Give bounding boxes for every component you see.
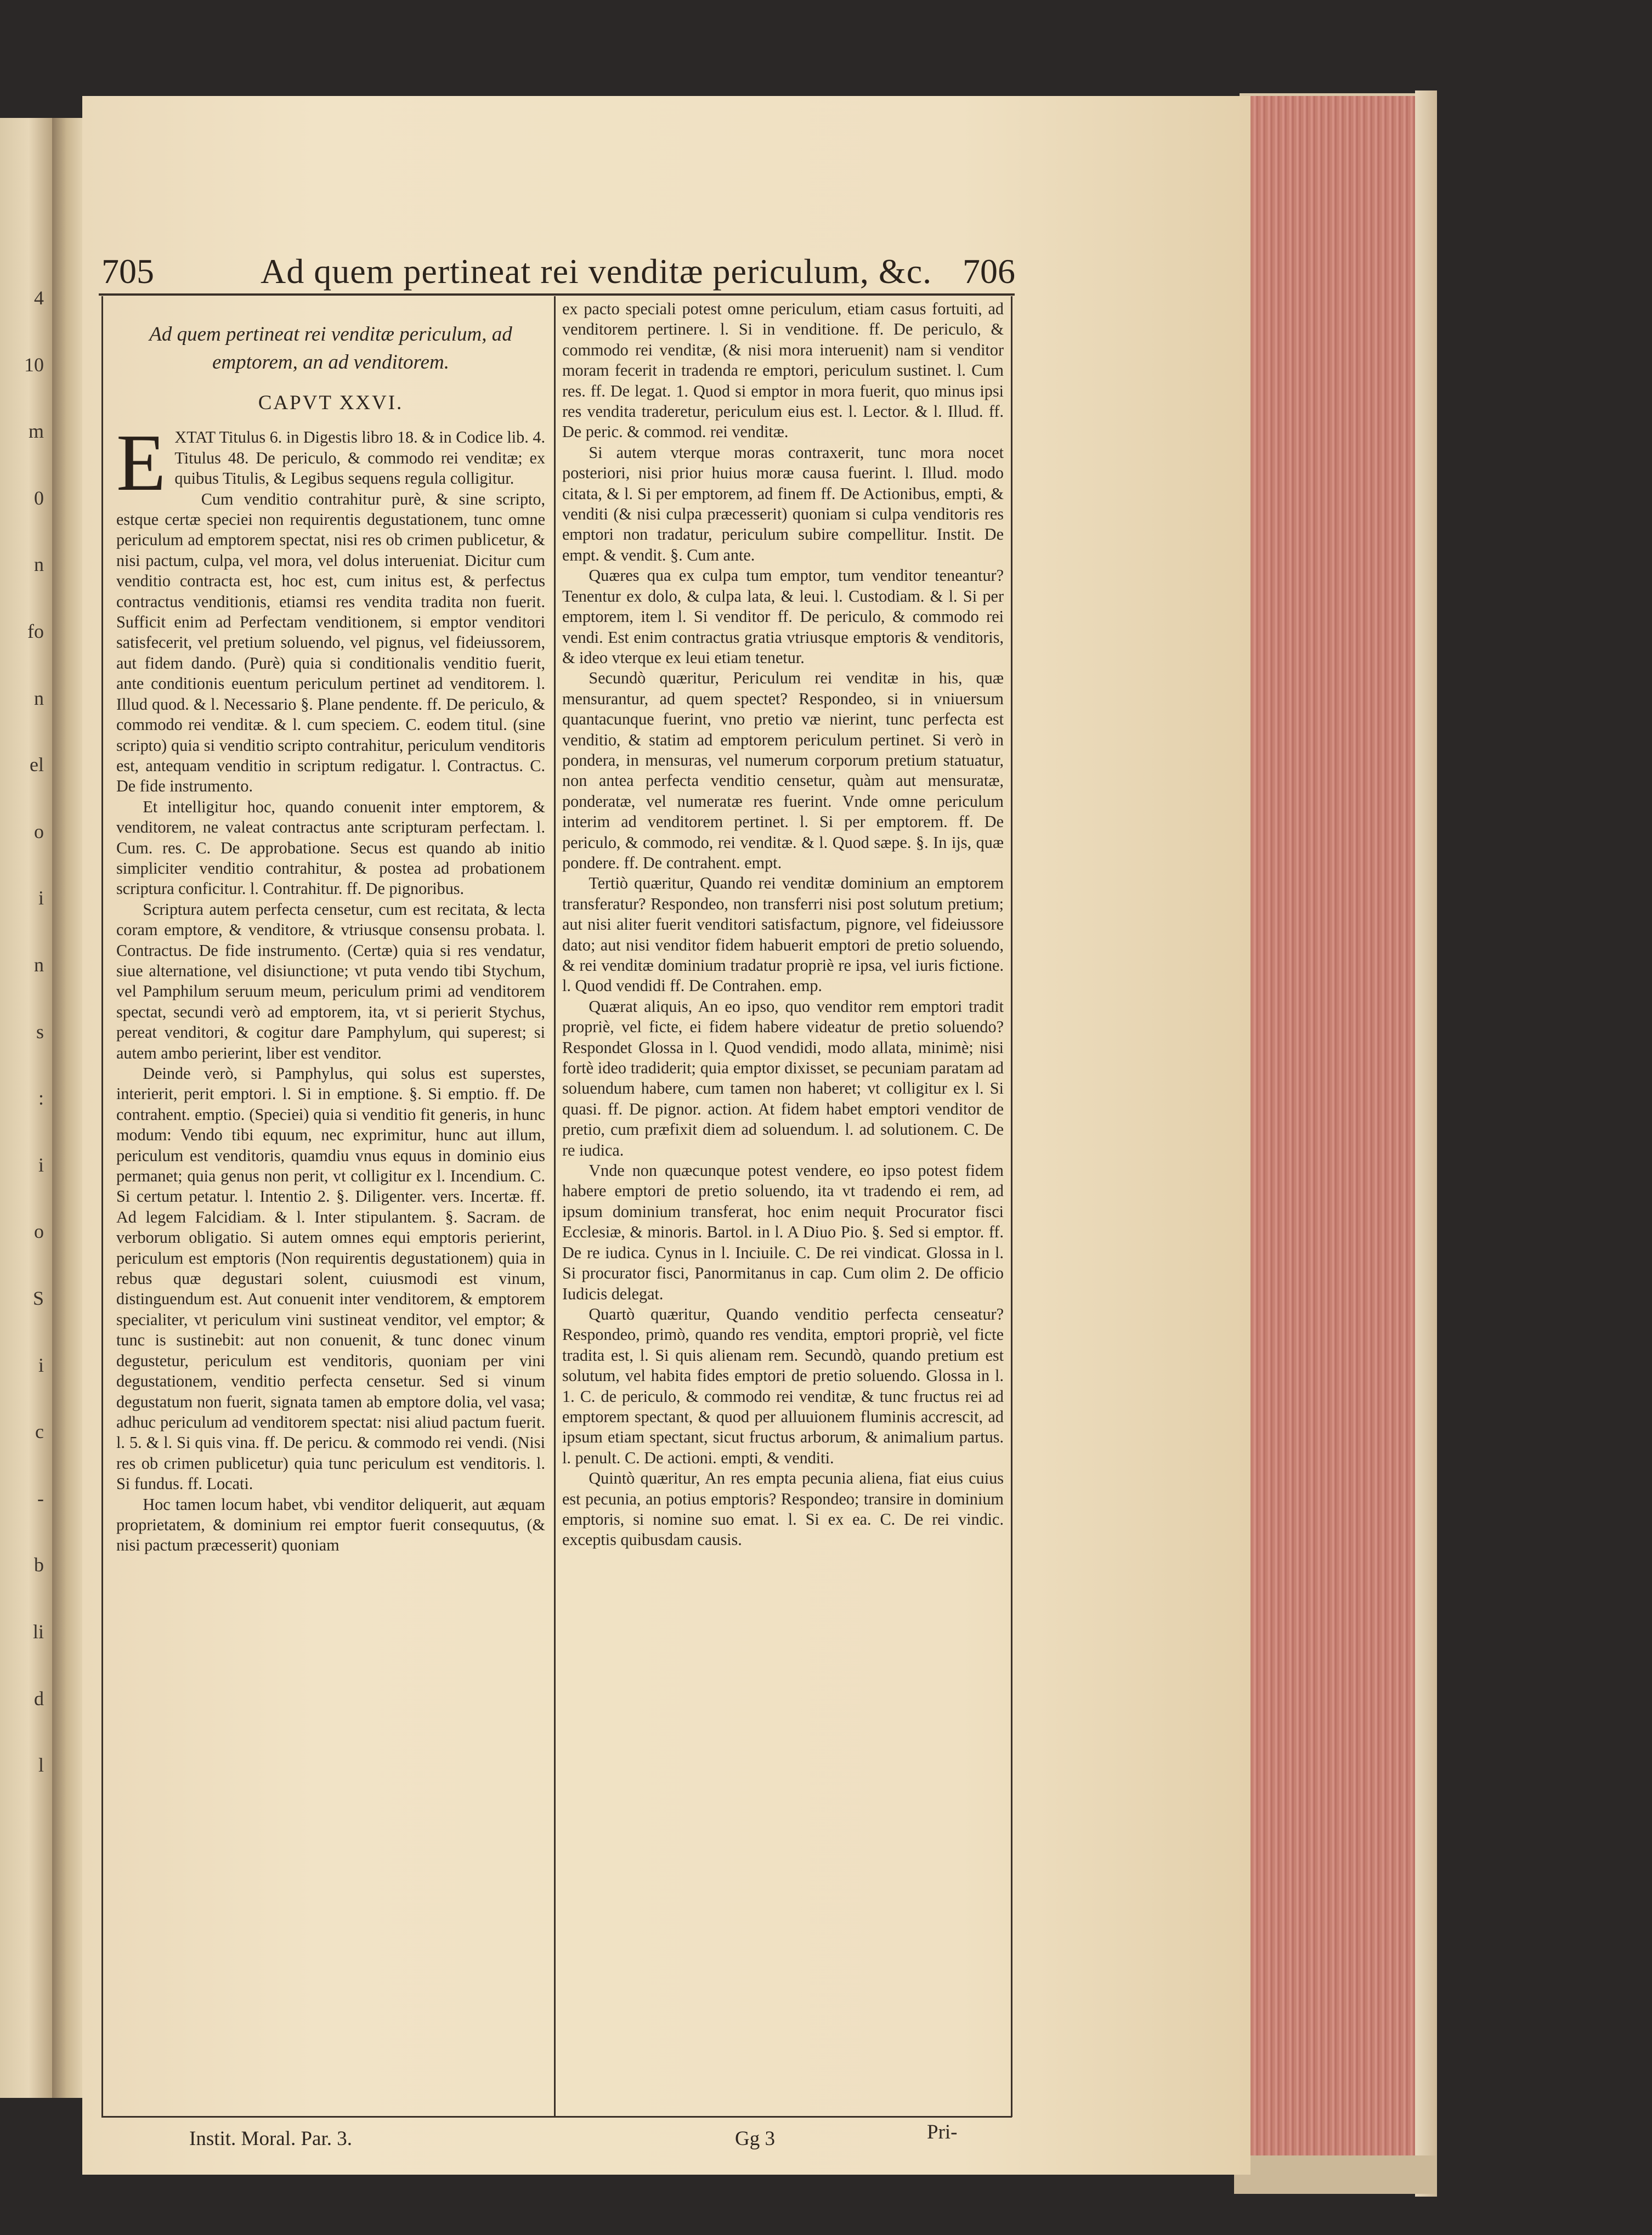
- right-text-column: [562, 299, 1004, 2114]
- facing-page-fragment: -: [37, 1487, 44, 1509]
- paragraph: Si autem vterque moras contraxerit, tunc mora nocet posteriori, nisi prior huius moræ causa fuerint. l. Illud. modo citata, & l. Si per emptorem, ad finem ff. De Actionibus, empti, & venditi (& nisi culpa præcesserit) quoniam si culpa venditoris res emptori non tradatur, periculum subire compellitur. Instit. De empt. & vendit. §. Cum ante.: [562, 443, 1004, 564]
- page-number-right: 706: [963, 252, 1015, 291]
- paragraph: ex pacto speciali potest omne periculum, etiam casus fortuiti, ad venditorem pertinere. l. Si in venditione. ff. De periculo, & commodo rei venditæ, (& nisi mora interuenit) nam si venditor moram fecerit in tradenda re emptori, periculum sustinet. l. Cum res. ff. De legat. 1. Quod si emptor in mora fuerit, quo minus ipsi res vendita traderetur, periculum eius est. l. Lector. & l. Illud. ff. De peric. & commod. rei venditæ.: [562, 299, 1004, 442]
- facing-page-fragment: b: [34, 1554, 44, 1576]
- facing-page-fragment: li: [32, 1621, 44, 1643]
- footer-title: Instit. Moral. Par. 3.: [189, 2128, 353, 2150]
- paragraph: Quærat aliquis, An eo ipso, quo venditor rem emptori tradit propriè, vel ficte, ei fidem habere videatur de pretio soluendo? Respondet Glossa in l. Quod vendidi, modo allata, minimè; nisi fortè ideo tradiderit; quia emptor dixisset, se pecuniam paratam ad soluendum habere, cum tamen non haberet; vt colligitur ex l. Si quasi. ff. De pignor. action. At fidem habet emptori venditor de pretio, cum præfixit diem ad soluendum. l. ad solutionem. C. De re iudica.: [562, 997, 1004, 1159]
- frame-left-rule: [101, 296, 103, 2117]
- facing-page-fragment: S: [32, 1287, 44, 1309]
- paragraph: Deinde verò, si Pamphylus, qui solus est superstes, interierit, perit emptori. l. Si in emptione. §. Si emptio. ff. De contrahent. emptio. (Speciei) quia si venditio fit generis, in hunc modum: Vendo tibi equum, nec exprimitur, hunc aut illum, periculum est venditoris, quamdiu vnus equus in dominio eius permanet; quia genus non perit, vt colligitur ex l. Incendium. C. Si certum petatur. l. Intentio 2. §. Diligenter. vers. Incertæ. ff. Ad legem Falcidiam. & l. Inter stipulantem. §. Sacram. de verborum obligatio. Si autem omnes equi emptoris perierint, periculum est emptoris (Non requirentis degustationem) quia in rebus quæ degustari solent, cuiusmodi est vinum, distinguendum est. Aut conuenit inter venditorem, & emptorem specialiter, vt periculum vini sustineat venditor, vel emptor; & tunc is sustinebit: aut non conuenit, & tunc donec vinum degustetur, periculum est venditoris, quoniam per vini degustationem, venditio perfecta censetur. Sed si vinum degustatum non fuerit, signata tamen ab emptore dolia, vel vasa; adhuc periculum ad venditorem spectat: nisi aliud pactum fuerit. l. 5. & l. Si quis vina. ff. De pericu. & commodo rei vendi. (Nisi res ob crimen publicetur) quia tunc periculum est venditoris. l. Si fundus. ff. Locati.: [116, 1064, 545, 1493]
- facing-page-fragment: n: [34, 687, 44, 709]
- paragraph: Scriptura autem perfecta censetur, cum est recitata, & lecta coram emptore, & venditore, & vtriusque consensu probata. l. Contractus. De fide instrumento. (Certæ) quia si res vendatur, siue alternatione, vel disiunctione; vt puta vendo tibi Stychum, vel Pamphilum seruum meum, periculum primi ad venditorem spectat, secundi verò ad emptorem, ita, vt si perierit Stychus, pereat venditori, & cogitur dare Pamphylum, qui superest; si autem ambo perierint, liber est venditor.: [116, 899, 545, 1062]
- chapter-title: Ad quem pertineat rei venditæ periculum, ad emptorem, an ad venditorem.: [149, 323, 512, 374]
- paragraph: Quæres qua ex culpa tum emptor, tum venditor teneantur? Tenentur ex dolo, & culpa lata, & leui. l. Custodiam. & l. Si per emptorem, item l. Si venditor ff. De periculo, & commodo rei vendi. Est enim contractus gratia vtriusque emptoris & venditoris, & ideo vterque ex leui etiam tenetur.: [562, 566, 1004, 667]
- footer-rule: [101, 2116, 1012, 2118]
- facing-page-edge: [0, 118, 52, 2098]
- drop-capital: E: [116, 418, 166, 508]
- text-block-bottom: [1234, 2155, 1437, 2194]
- facing-page-fragment: o: [34, 820, 44, 842]
- paragraph: Hoc tamen locum habet, vbi venditor deliquerit, aut æquam proprietatem, & dominium rei emptor fuerit consequutus, (& nisi pactum præcesserit) quoniam: [116, 1495, 545, 1555]
- running-title: Ad quem pertineat rei venditæ periculum, &c.: [261, 252, 932, 291]
- paragraph: Cum venditio contrahitur purè, & sine scripto, estque certæ speciei non requirentis degustationem, tunc omne periculum ad emptorem spectat, nisi res ob crimen publicetur, & nisi pactum, culpa, vel mora, vel dolus interueniat. Dicitur cum venditio contracta est, hoc est, cum initus est, & perfectus contractus venditionis, etiamsi res vendita tradita non fuerit. Sufficit enim ad Perfectam venditionem, si emptor venditori satisfecerit, vel pretium soluendo, vel pignus, vel fideiussorem, aut fidem dando. (Purè) quia si conditionalis venditio fuerit, ante conditionis euentum periculum pertinet ad venditorem. l. Illud quod. & l. Necessario §. Plane pendente. ff. De periculo, & commodo rei venditæ. & l. cum speciem. C. eodem titul. (sine scripto) quia si venditio scripto contrahitur, periculum venditoris est, antequam venditio in scriptum redigatur. l. Contractus. C. De fide instrumento.: [116, 489, 545, 796]
- facing-page-fragment: el: [30, 754, 44, 776]
- facing-page-fragment: d: [34, 1687, 44, 1710]
- facing-page-fragment: m: [28, 420, 44, 443]
- paragraph: Quintò quæritur, An res empta pecunia aliena, fiat eius cuius est pecunia, an potius emptoris? Respondeo; transire in dominium emptoris, si nomine suo emat. l. Si ex ea. C. De rei vindic. exceptis quibusdam causis.: [562, 1469, 1004, 1549]
- facing-page-fragment: 10: [24, 353, 44, 376]
- running-head: [101, 250, 1015, 293]
- facing-page-fragment: l: [38, 1754, 44, 1776]
- facing-page-fragment: fo: [27, 620, 44, 642]
- column-divider-rule: [554, 296, 556, 2117]
- paragraph: Vnde non quæcunque potest vendere, eo ipso potest fidem habere emptori de pretio soluendo, ita vt tradendo ei rem, ad ipsum dominium transferat, hoc enim nequit Procurator fisci Ecclesiæ, & minoris. Bartol. in l. A Diuo Pio. §. Sed si emptor. ff. De re iudica. Cynus in l. Inciuile. C. De rei vindicat. Glossa in l. Si procurator fisci, Panormitanus in cap. Cum olim 2. De officio Iudicis delegat.: [562, 1161, 1004, 1303]
- facing-page-fragment: 0: [34, 486, 44, 509]
- facing-page-fragment: n: [34, 954, 44, 976]
- catchword: Pri-: [927, 2121, 958, 2143]
- left-text-column: [116, 313, 545, 2114]
- signature-mark: Gg 3: [735, 2128, 775, 2150]
- red-fore-edge: [1245, 96, 1432, 2175]
- facing-page-fragment: n: [34, 553, 44, 576]
- book-gutter: [52, 118, 85, 2098]
- facing-page-fragment: :: [38, 1087, 44, 1110]
- chapter-number: CAPVT XXVI.: [258, 392, 404, 414]
- facing-page-fragment: i: [38, 1153, 44, 1176]
- facing-page-fragment: o: [34, 1220, 44, 1243]
- paragraph: [116, 418, 545, 508]
- paragraph: Quartò quæritur, Quando venditio perfecta censeatur? Respondeo, primò, quando res vendita, emptori propriè, vel ficte tradita est, l. Si quis alienam rem. Secundò, quando pretium est solutum, vel habita fides emptori de pretio soluendo. Glossa in l. 1. C. de periculo, & commodo rei venditæ, & tunc fructus rei ad emptorem spectant, & quod per alluuionem fluminis accrescit, ad ipsum etiam spectant, sicut fructus arborum, & animalium partus. l. penult. C. De actioni. empti, & venditi.: [562, 1304, 1004, 1467]
- page-number-left: 705: [101, 252, 154, 291]
- facing-page-fragment: 4: [34, 287, 44, 309]
- facing-page-fragment: i: [38, 887, 44, 909]
- header-rule: [99, 293, 1015, 296]
- frame-right-rule: [1011, 296, 1012, 2117]
- paragraph: Secundò quæritur, Periculum rei venditæ in his, quæ mensurantur, ad quem spectet? Respondeo, si in vniuersum quantacunque fuerint, vno pretio væ nierint, tunc perfecta est venditio, & statim ad emptorem periculum pertinet. Si verò in pondera, in mensuras, vel numerum corporum pretium statuatur, non antea perfecta venditio censetur, quàm aut mensuratæ, ponderatæ, vel numeratæ res fuerint. Vnde omne periculum interim ad venditorem pertinet. l. Si per emptorem. ff. De periculo, & commodo, rei venditæ. & l. Quod sæpe. §. In ijs, quæ pondere. ff. De contrahent. empt.: [562, 669, 1004, 872]
- binding-edge: [1415, 90, 1437, 2197]
- facing-page-fragment: i: [38, 1354, 44, 1376]
- facing-page-fragment: s: [36, 1020, 44, 1043]
- paragraph-text: XTAT Titulus 6. in Digestis libro 18. & in Codice lib. 4. Titulus 48. De periculo, & commodo rei venditæ; ex quibus Titulis, & Legibus sequens regula colligitur.: [174, 428, 545, 488]
- facing-page-fragment: c: [35, 1421, 44, 1443]
- paragraph: Et intelligitur hoc, quando conuenit inter emptorem, & venditorem, ne valeat contractus ante scripturam perfectam. l. Cum. res. C. De approbatione. Secus est quando ab initio simpliciter venditio contrahitur, & postea ad probationem scriptura conficitur. l. Contrahitur. ff. De pignoribus.: [116, 797, 545, 898]
- paragraph: Tertiò quæritur, Quando rei venditæ dominium an emptorem transferatur? Respondeo, non transferri nisi post solutum pretium; aut nisi aliter fuerit venditori satisfactum, pignore, vel fideiussore dato; aut nisi venditor fidem habuerit emptori de pretio soluendo, & rei venditæ dominium tradatur propriè re ipsa, vel iuris fictione. l. Quod vendidi ff. De Contrahen. emp.: [562, 874, 1004, 995]
